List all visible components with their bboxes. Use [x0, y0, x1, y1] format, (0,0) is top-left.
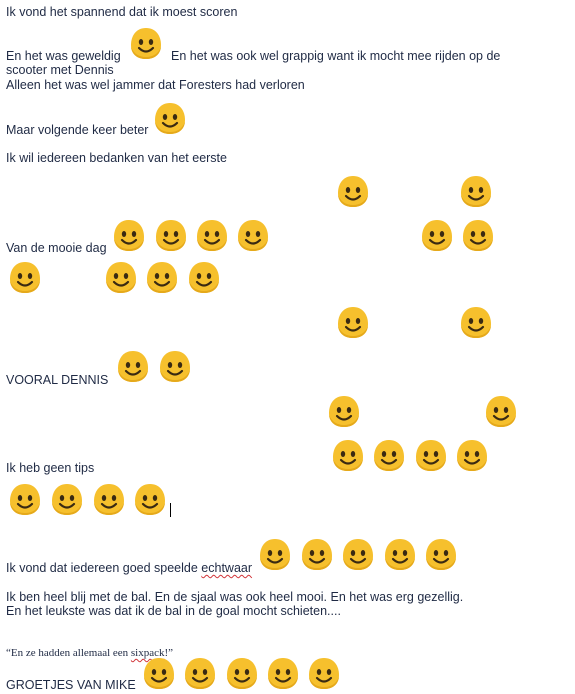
smiling-face-emoji-icon [49, 481, 85, 517]
text-line: En het was geweldig [6, 49, 121, 63]
text-line: Alleen het was wel jammer dat Foresters had verloren [6, 78, 305, 92]
smiling-face-emoji-icon [419, 217, 455, 253]
text-line [6, 561, 252, 576]
smiling-face-emoji-icon [483, 393, 519, 429]
smiling-face-emoji-icon [335, 173, 371, 209]
text-line: scooter met Dennis [6, 63, 114, 77]
smiling-face-emoji-icon [194, 217, 230, 253]
smiling-face-emoji-icon [144, 259, 180, 295]
text-span: Ik vond dat iedereen goed speelde [6, 561, 202, 575]
text-line: En het was ook wel grappig want ik mocht mee rijden op de [171, 49, 501, 63]
smiling-face-emoji-icon [326, 393, 362, 429]
text-span: !” [164, 647, 174, 659]
smiling-face-emoji-icon [382, 536, 418, 572]
text-line: Ik ben heel blij met de bal. En de sjaal was ook heel mooi. En het was erg gezellig. [6, 590, 464, 604]
smiling-face-emoji-icon [330, 437, 366, 473]
text-line: Ik vond het spannend dat ik moest scoren [6, 5, 238, 19]
smiling-face-emoji-icon [454, 437, 490, 473]
text-line: Maar volgende keer beter [6, 123, 149, 137]
smiling-face-emoji-icon [153, 217, 189, 253]
smiling-face-emoji-icon [152, 100, 188, 136]
text-line: Ik heb geen tips [6, 461, 95, 475]
smiling-face-emoji-icon [7, 259, 43, 295]
smiling-face-emoji-icon [265, 655, 301, 691]
misspelled-word: sixpack [130, 647, 165, 659]
smiling-face-emoji-icon [128, 25, 164, 61]
smiling-face-emoji-icon [111, 217, 147, 253]
smiling-face-emoji-icon [413, 437, 449, 473]
text-line: En het leukste was dat ik de bal in de goal mocht schieten.... [6, 604, 341, 618]
smiling-face-emoji-icon [182, 655, 218, 691]
text-cursor [170, 503, 171, 517]
smiling-face-emoji-icon [141, 655, 177, 691]
smiling-face-emoji-icon [335, 304, 371, 340]
smiling-face-emoji-icon [224, 655, 260, 691]
text-line: VOORAL DENNIS [6, 373, 109, 387]
smiling-face-emoji-icon [115, 348, 151, 384]
smiling-face-emoji-icon [306, 655, 342, 691]
smiling-face-emoji-icon [186, 259, 222, 295]
text-line: Van de mooie dag [6, 241, 107, 255]
smiling-face-emoji-icon [423, 536, 459, 572]
smiling-face-emoji-icon [132, 481, 168, 517]
smiling-face-emoji-icon [371, 437, 407, 473]
smiling-face-emoji-icon [299, 536, 335, 572]
smiling-face-emoji-icon [458, 173, 494, 209]
smiling-face-emoji-icon [458, 304, 494, 340]
smiling-face-emoji-icon [340, 536, 376, 572]
smiling-face-emoji-icon [257, 536, 293, 572]
smiling-face-emoji-icon [91, 481, 127, 517]
misspelled-word: echtwaar [201, 561, 253, 575]
text-span: “En ze hadden allemaal een [6, 647, 131, 659]
smiling-face-emoji-icon [157, 348, 193, 384]
text-line: Ik wil iedereen bedanken van het eerste [6, 151, 227, 165]
smiling-face-emoji-icon [235, 217, 271, 253]
smiling-face-emoji-icon [103, 259, 139, 295]
smiling-face-emoji-icon [7, 481, 43, 517]
text-line: GROETJES VAN MIKE [6, 678, 136, 692]
smiling-face-emoji-icon [460, 217, 496, 253]
